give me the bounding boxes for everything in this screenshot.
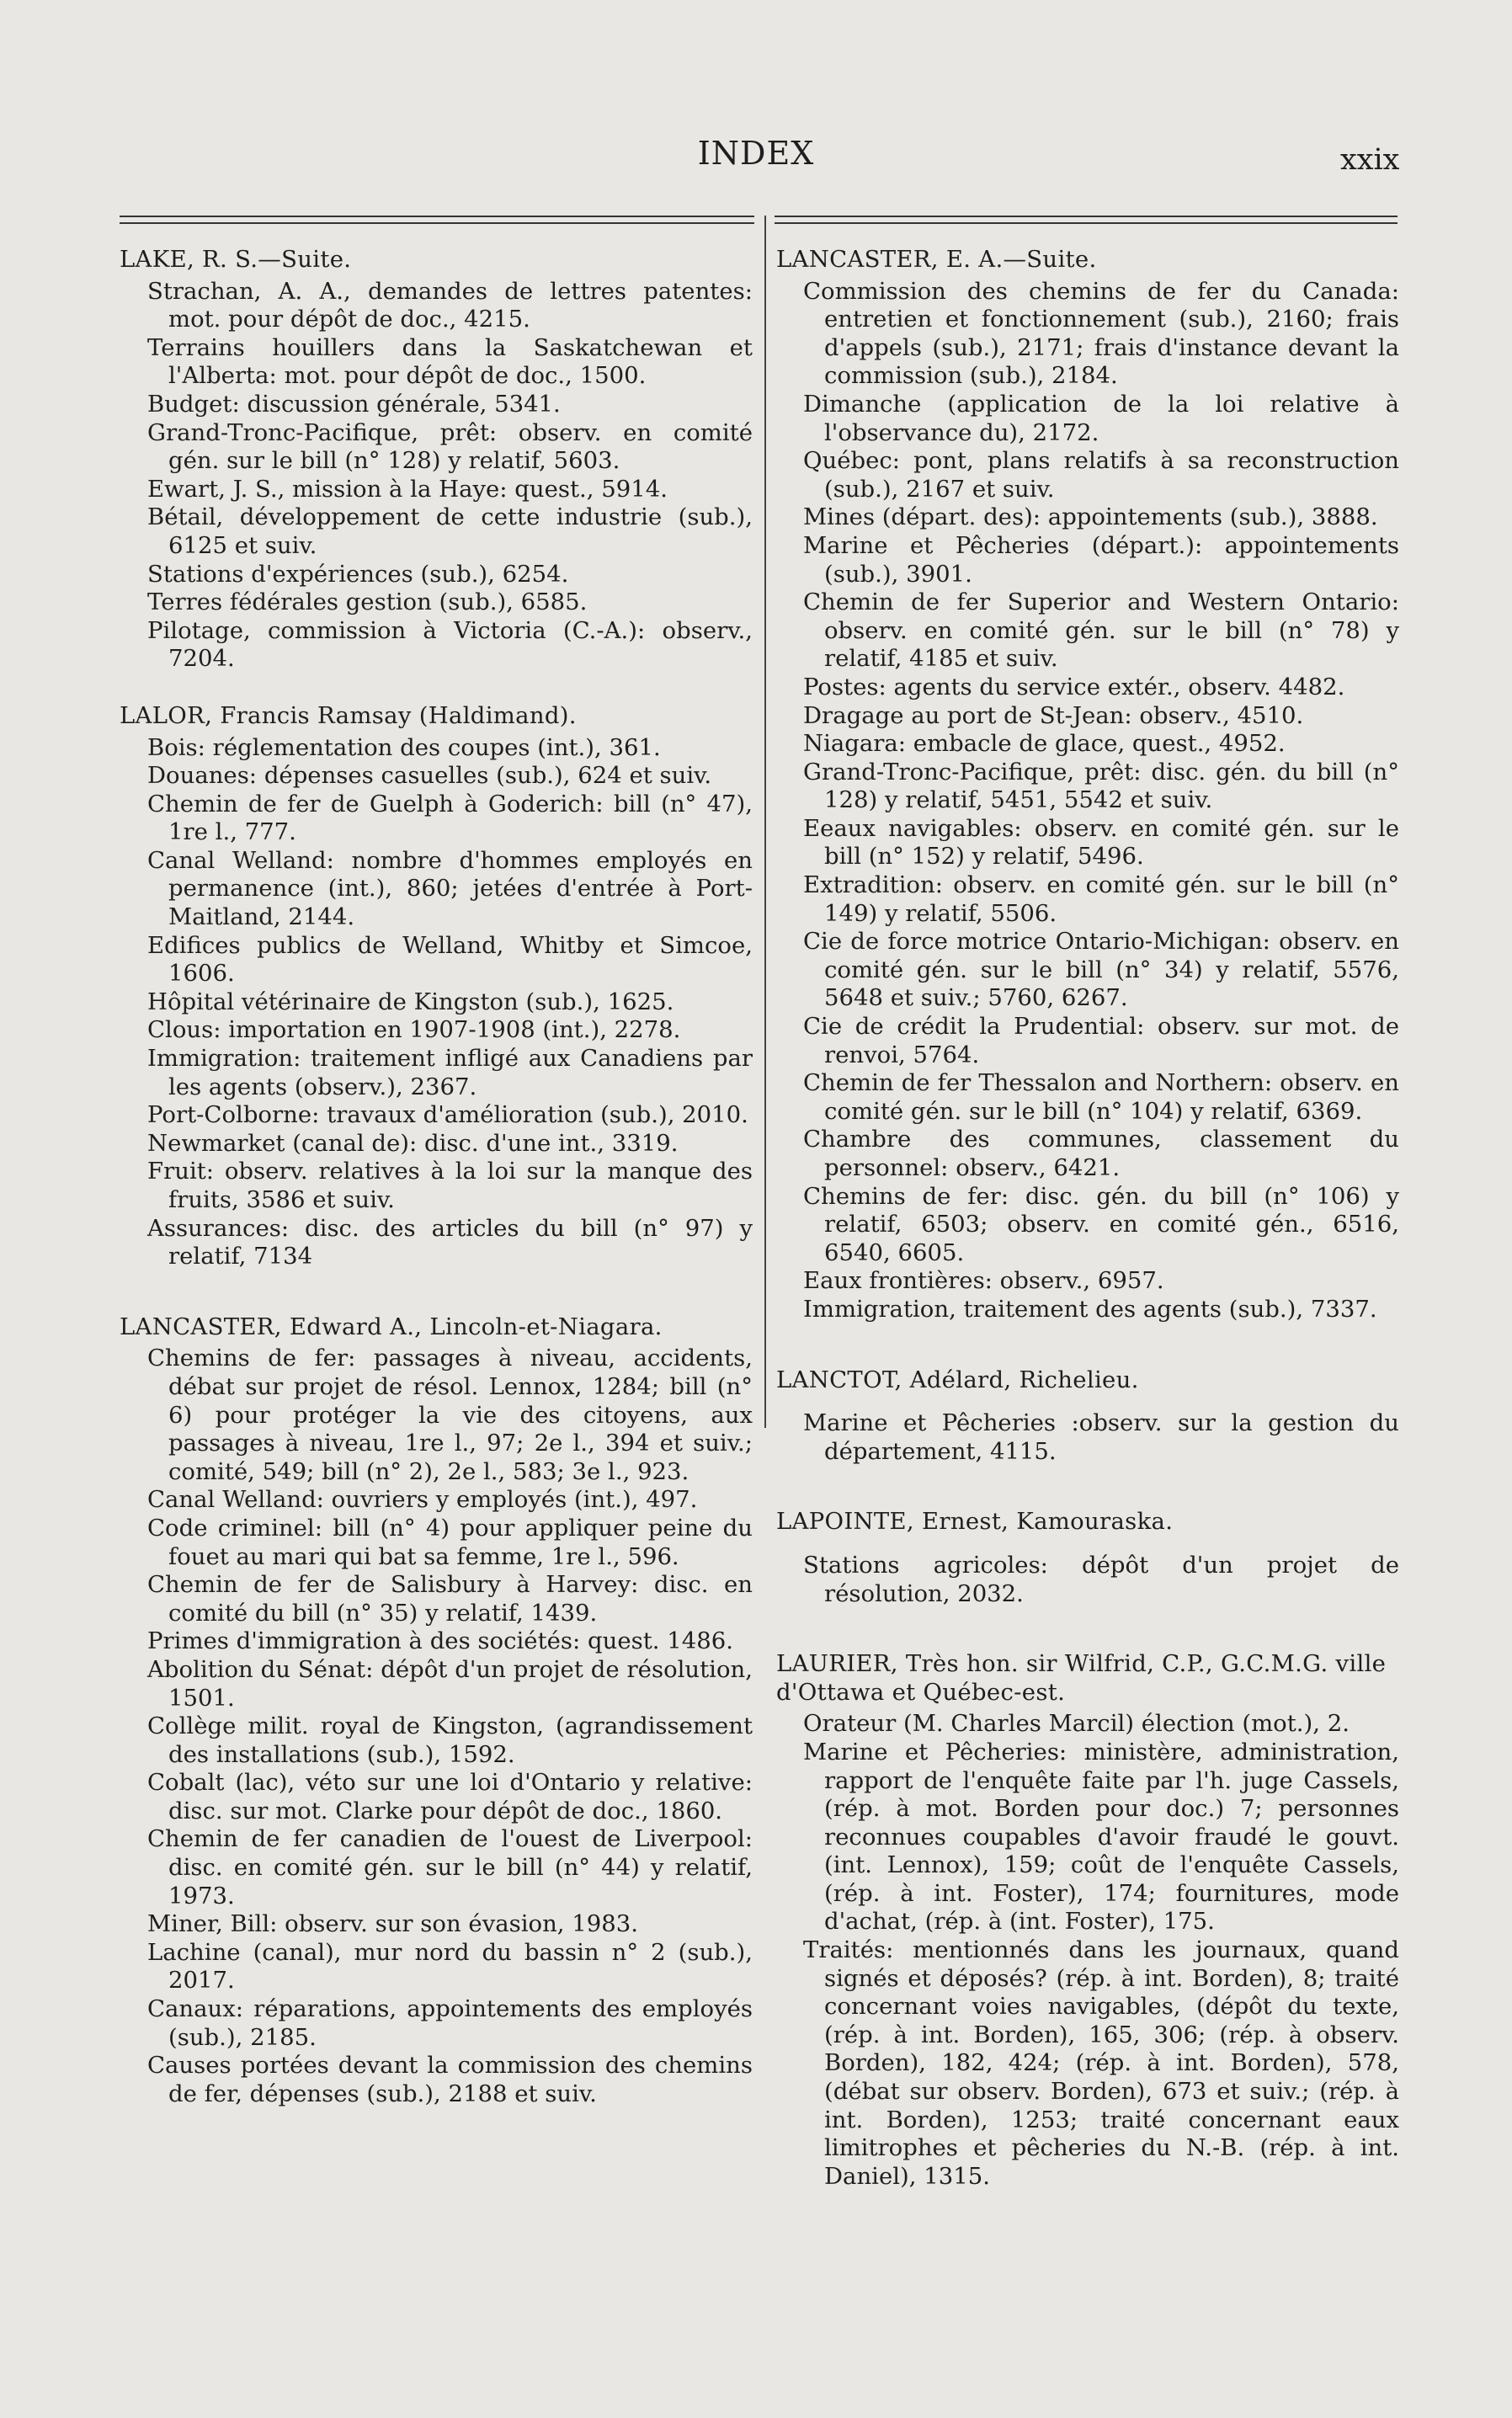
index-item: Chemin de fer Thessalon and Northern: observ. en comité gén. sur le bill (n° 104) y relatif, 6369.	[803, 1069, 1399, 1125]
index-item: Traités: mentionnés dans les journaux, quand signés et déposés? (rép. à int. Borden), 8; traité concernant voies navigables, (dépôt du texte, (rép. à int. Borden), 165, 306; (rép. à observ. Borden), 182, 424; (rép. à int. Borden), 578, (débat sur observ. Borden), 673 et suiv.; (rép. à int. Borden), 1253; traité concernant eaux limitrophes et pêcheries du N.-B. (rép. à int. Daniel), 1315.	[803, 1936, 1399, 2190]
index-item: Miner, Bill: observ. sur son évasion, 1983.	[147, 1910, 639, 1938]
index-item: Edifices publics de Welland, Whitby et Simcoe, 1606.	[147, 931, 753, 988]
entry-lake	[120, 246, 753, 674]
index-item: Chemins de fer: disc. gén. du bill (n° 106) y relatif, 6503; observ. en comité gén., 6516, 6540, 6605.	[803, 1182, 1399, 1266]
index-item: Chemin de fer canadien de l'ouest de Liverpool: disc. en comité gén. sur le bill (n° 44) y relatif, 1973.	[147, 1825, 753, 1909]
index-item: Code criminel: bill (n° 4) pour appliquer peine du fouet au mari qui bat sa femme, 1re l., 596.	[147, 1514, 753, 1570]
index-item: Chemin de fer de Salisbury à Harvey: disc. en comité du bill (n° 35) y relatif, 1439.	[147, 1571, 753, 1627]
entry-heading: LAPOINTE, Ernest, Kamouraska.	[776, 1508, 1174, 1536]
left-column	[120, 246, 753, 2108]
index-item: Terrains houillers dans la Saskatchewan et l'Alberta: mot. pour dépôt de doc., 1500.	[147, 333, 753, 390]
index-item: Immigration, traitement des agents (sub.), 7337.	[803, 1295, 1377, 1323]
column-divider	[764, 216, 766, 1428]
index-item: Clous: importation en 1907-1908 (int.), 2278.	[147, 1016, 681, 1044]
index-item: Stations agricoles: dépôt d'un projet de résolution, 2032.	[803, 1551, 1399, 1607]
index-item: Extradition: observ. en comité gén. sur le bill (n° 149) y relatif, 5506.	[803, 871, 1399, 927]
entry-lancaster	[120, 1313, 753, 2109]
index-item: Marine et Pêcheries :observ. sur la gestion du département, 4115.	[803, 1409, 1399, 1465]
index-item: Canal Welland: nombre d'hommes employés en permanence (int.), 860; jetées d'entrée à Port-Maitland, 2144.	[147, 846, 753, 931]
index-item: Grand-Tronc-Pacifique, prêt: disc. gén. du bill (n° 128) y relatif, 5451, 5542 et suiv.	[803, 758, 1399, 814]
index-item: Cie de force motrice Ontario-Michigan: observ. en comité gén. sur le bill (n° 34) y relatif, 5576, 5648 et suiv.; 5760, 6267.	[803, 928, 1399, 1012]
index-item: Abolition du Sénat: dépôt d'un projet de résolution, 1501.	[147, 1655, 753, 1712]
entry-lapointe	[776, 1508, 1399, 1608]
entry-lalor	[120, 702, 753, 1271]
index-item: Dimanche (application de la loi relative à l'observance du), 2172.	[803, 390, 1399, 446]
index-item: Bois: réglementation des coupes (int.), 361.	[147, 733, 661, 761]
index-item: Eaux frontières: observ., 6957.	[803, 1267, 1164, 1295]
spacer	[776, 1324, 1399, 1366]
entry-laurier	[776, 1650, 1399, 2191]
index-item: Chemin de fer de Guelph à Goderich: bill (n° 47), 1re l., 777.	[147, 790, 753, 846]
index-item: Grand-Tronc-Pacifique, prêt: observ. en comité gén. sur le bill (n° 128) y relatif, 5603.	[147, 418, 753, 475]
spacer	[120, 674, 753, 702]
index-item: Chemins de fer: passages à niveau, accidents, débat sur projet de résol. Lennox, 1284; bill (n° 6) pour protéger la vie des citoyens, aux passages à niveau, 1re l., 97; 2e l., 394 et suiv.; comité, 549; bill (n° 2), 2e l., 583; 3e l., 923.	[147, 1345, 753, 1485]
index-item: Commission des chemins de fer du Canada: entretien et fonctionnement (sub.), 2160; frais d'appels (sub.), 2171; frais d'instance devant la commission (sub.), 2184.	[803, 277, 1399, 390]
page-header-title: INDEX	[697, 135, 815, 172]
entry-heading: LAURIER, Très hon. sir Wilfrid, C.P., G.C.M.G. ville d'Ottawa et Québec-est.	[776, 1650, 1387, 1706]
index-item: Fruit: observ. relatives à la loi sur la manque des fruits, 3586 et suiv.	[147, 1158, 753, 1213]
index-item: Lachine (canal), mur nord du bassin n° 2 (sub.), 2017.	[147, 1938, 753, 1995]
index-item: Pilotage, commission à Victoria (C.-A.): observ., 7204.	[147, 616, 753, 673]
index-item: Strachan, A. A., demandes de lettres patentes: mot. pour dépôt de doc., 4215.	[147, 277, 753, 333]
index-item: Immigration: traitement infligé aux Canadiens par les agents (observ.), 2367.	[147, 1045, 753, 1100]
entry-heading: LANCASTER, E. A.—Suite.	[776, 246, 1097, 273]
index-item: Primes d'immigration à des sociétés: quest. 1486.	[147, 1627, 733, 1655]
index-item: Newmarket (canal de): disc. d'une int., 3319.	[147, 1129, 679, 1157]
right-column	[776, 246, 1399, 2191]
spacer	[120, 1271, 753, 1313]
index-item: Hôpital vétérinaire de Kingston (sub.), 1625.	[147, 988, 674, 1015]
page-number: xxix	[1340, 143, 1400, 177]
index-item: Ewart, J. S., mission à la Haye: quest., 5914.	[147, 475, 668, 503]
index-item: Budget: discussion générale, 5341.	[147, 390, 561, 418]
index-item: Canal Welland: ouvriers y employés (int.), 497.	[147, 1486, 698, 1514]
index-item: Assurances: disc. des articles du bill (n° 97) y relatif, 7134	[147, 1214, 753, 1270]
header-rule-left	[120, 216, 754, 224]
entry-heading: LANCASTER, Edward A., Lincoln-et-Niagara.	[120, 1313, 663, 1340]
index-item: Causes portées devant la commission des chemins de fer, dépenses (sub.), 2188 et suiv.	[147, 2052, 753, 2107]
index-item: Québec: pont, plans relatifs à sa reconstruction (sub.), 2167 et suiv.	[803, 447, 1399, 503]
index-item: Marine et Pêcheries (départ.): appointements (sub.), 3901.	[803, 531, 1399, 588]
spacer	[776, 1466, 1399, 1508]
index-item: Dragage au port de St-Jean: observ., 4510.	[803, 701, 1304, 729]
index-item: Marine et Pêcheries: ministère, administration, rapport de l'enquête faite par l'h. juge Cassels, (rép. à mot. Borden pour doc.) 7; personnes reconnues coupables d'avoir fraudé le gouvt. (int. Lennox), 159; coût de l'enquête Cassels, (rép. à int. Foster), 174; fournitures, mode d'achat, (rép. à (int. Foster), 175.	[803, 1738, 1399, 1936]
index-item: Orateur (M. Charles Marcil) élection (mot.), 2.	[803, 1710, 1350, 1738]
entry-lanctot	[776, 1366, 1399, 1467]
index-item: Cobalt (lac), véto sur une loi d'Ontario y relative: disc. sur mot. Clarke pour dépôt de doc., 1860.	[147, 1769, 753, 1824]
index-item: Postes: agents du service extér., observ. 4482.	[803, 673, 1345, 700]
index-item: Collège milit. royal de Kingston, (agrandissement des installations (sub.), 1592.	[147, 1712, 753, 1768]
spacer	[776, 1394, 1399, 1409]
index-item: Chemin de fer Superior and Western Ontario: observ. en comité gén. sur le bill (n° 78) y relatif, 4185 et suiv.	[803, 589, 1399, 673]
index-item: Bétail, développement de cette industrie (sub.), 6125 et suiv.	[147, 503, 753, 559]
index-item: Eeaux navigables: observ. en comité gén. sur le bill (n° 152) y relatif, 5496.	[803, 814, 1399, 871]
index-item: Mines (départ. des): appointements (sub.), 3888.	[803, 503, 1378, 531]
index-item: Stations d'expériences (sub.), 6254.	[147, 560, 569, 588]
index-item: Port-Colborne: travaux d'amélioration (sub.), 2010.	[147, 1101, 748, 1129]
index-item: Terres fédérales gestion (sub.), 6585.	[147, 589, 588, 616]
entry-heading: LALOR, Francis Ramsay (Haldimand).	[120, 701, 577, 729]
index-item: Canaux: réparations, appointements des employés (sub.), 2185.	[147, 1995, 753, 2051]
header-rule-right	[775, 216, 1398, 224]
spacer	[776, 1608, 1399, 1650]
entry-lancaster-suite	[776, 246, 1399, 1324]
index-item: Chambre des communes, classement du personnel: observ., 6421.	[803, 1126, 1399, 1181]
spacer	[776, 1537, 1399, 1552]
index-item: Niagara: embacle de glace, quest., 4952.	[803, 730, 1286, 758]
index-item: Cie de crédit la Prudential: observ. sur mot. de renvoi, 5764.	[803, 1013, 1399, 1068]
entry-heading: LAKE, R. S.—Suite.	[120, 246, 352, 273]
index-item: Douanes: dépenses casuelles (sub.), 624 et suiv.	[147, 762, 712, 790]
entry-heading: LANCTOT, Adélard, Richelieu.	[776, 1366, 1139, 1393]
